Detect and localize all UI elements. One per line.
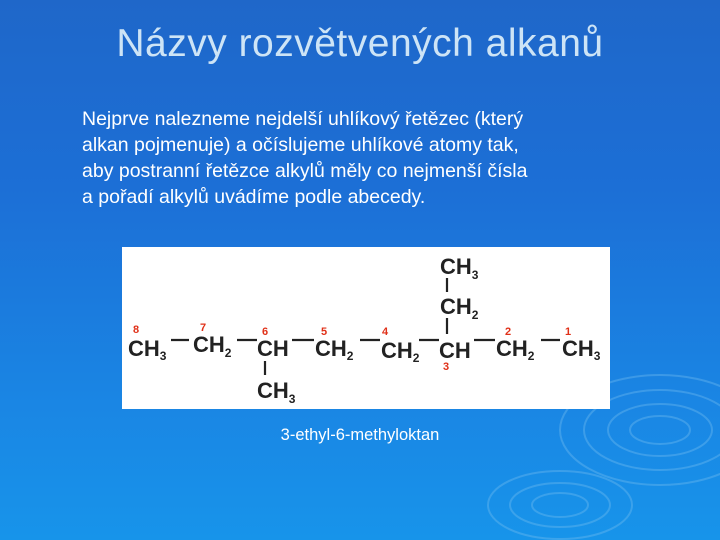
chain-group-c2: CH2 (496, 336, 535, 363)
structural-formula-diagram (122, 247, 610, 409)
chain-group-c8: CH3 (128, 336, 167, 363)
compound-name-caption: 3-ethyl-6-methyloktan (280, 426, 440, 444)
carbon-number: 7 (200, 322, 207, 334)
paragraph-line: alkan pojmenuje) a očíslujeme uhlíkové atomy tak, (82, 134, 519, 156)
ethyl-branch-ch2: $CH_2$ (440, 294, 479, 322)
carbon-number: 8 (133, 324, 140, 336)
methyl-branch: $CH_3$ (257, 378, 296, 406)
carbon-number: 4 (382, 326, 389, 338)
chain-group-c7: $CH_2$ (193, 332, 232, 360)
carbon-number: 1 (565, 326, 572, 338)
carbon-number: 2 (505, 326, 512, 338)
chain-group-c1: CH3 (562, 336, 601, 363)
structural-formula (122, 247, 610, 409)
ethyl-branch-ch3: $CH_3$ (440, 254, 479, 282)
slide-title: Názvy rozvětvených alkanů (116, 22, 604, 65)
carbon-number: 3 (443, 361, 450, 373)
paragraph-line: a pořadí alkylů uvádíme podle abecedy. (82, 186, 426, 208)
paragraph-line: Nejprve nalezneme nejdelší uhlíkový řetězec (který (82, 108, 524, 130)
explanation-paragraph (82, 106, 662, 210)
chain-group-c3: CH (439, 338, 471, 363)
chain-group-c6: CH (257, 336, 289, 361)
chain-group-c5: CH2 (315, 336, 354, 363)
chain-group-c4: CH2 (381, 338, 420, 365)
carbon-number: 5 (321, 326, 328, 338)
paragraph-line: aby postranní řetězce alkylů měly co nejmenší čísla (82, 160, 528, 182)
carbon-number: 6 (262, 326, 269, 338)
